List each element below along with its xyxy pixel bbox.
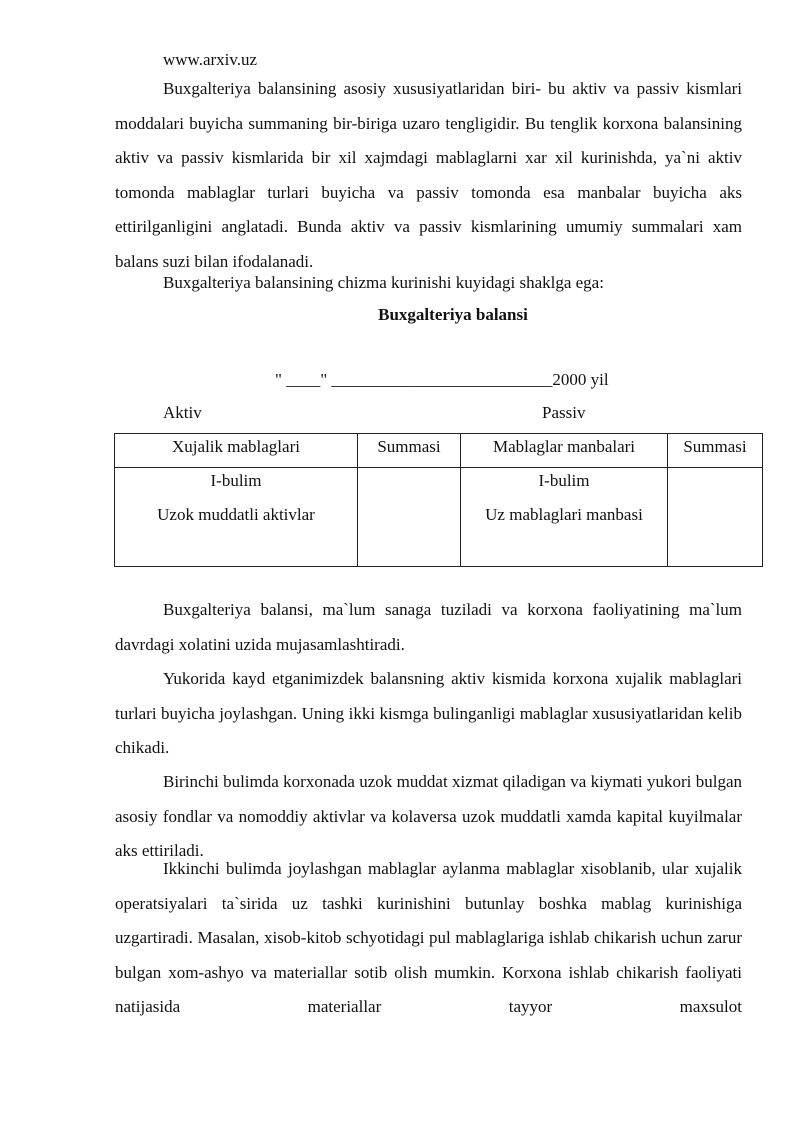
col-header-assets: Xujalik mablaglari <box>115 434 358 468</box>
scheme-intro: Buxgalteriya balansining chizma kurinishi kuyidagi shaklga ega: <box>163 273 604 292</box>
intro-paragraph: Buxgalteriya balansining asosiy xususiyatlaridan biri- bu aktiv va passiv kismlari moddalari buyicha summaning bir-biriga uzaro tengligidir. Bu tenglik korxona balansining aktiv va passiv kismlarida bir xil xajmdagi mablaglarni xar xil kurinishda, ya`ni aktiv tomonda mablaglar turlari buyicha va passiv tomonda esa manbalar buyicha aks ettirilganligini anglatadi. Bunda aktiv va passiv kismlarining umumiy summalari xam balans suzi bilan ifodalanadi. <box>115 79 742 271</box>
balance-title: Buxgalteriya balansi <box>378 305 528 324</box>
assets-amount-cell <box>358 468 461 567</box>
paragraph-second-section: Ikkinchi bulimda joylashgan mablaglar aylanma mablaglar xisoblanib, ular xujalik operatsiyalari ta`sirida uz tashki kurinishini butunlay boshka mablag kurinishiga uzgartiradi. Masalan, xisob-kitob schyotidagi pul mablaglariga ishlab chikarish uchun zarur bulgan xom-ashyo va materiallar sotib olish mumkin. Korxona ishlab chikarish faoliyati natijasida materiallar tayyor maxsulot <box>115 859 742 1017</box>
col-header-sources: Mablaglar manbalari <box>461 434 668 468</box>
balance-body-row <box>115 468 763 567</box>
passiv-label: Passiv <box>542 403 586 422</box>
paragraph-aktiv-part: Yukorida kayd etganimizdek balansning aktiv kismida korxona xujalik mablaglari turlari buyicha joylashgan. Uning ikki kismga bulinganligi mablaglar xususiyatlaridan kelib chikadi. <box>115 669 742 758</box>
sources-cell <box>461 468 668 567</box>
aktiv-label: Aktiv <box>163 403 202 422</box>
sources-section-label: I-bulim <box>538 471 590 490</box>
assets-section-title: Uzok muddatli aktivlar <box>157 505 315 524</box>
site-header: www.arxiv.uz <box>163 50 258 69</box>
assets-section-label: I-bulim <box>210 471 262 490</box>
col-header-amount-right: Summasi <box>668 434 763 468</box>
col-header-amount-left: Summasi <box>358 434 461 468</box>
balance-table <box>114 433 763 567</box>
balance-header-row <box>115 434 763 468</box>
paragraph-first-section: Birinchi bulimda korxonada uzok muddat xizmat qiladigan va kiymati yukori bulgan asosiy fondlar va nomoddiy aktivlar va kolaversa uzok muddatli xamda kapital kuyilmalar aks ettiriladi. <box>115 772 742 861</box>
assets-cell <box>115 468 358 567</box>
sources-amount-cell <box>668 468 763 567</box>
sources-section-title: Uz mablaglari manbasi <box>485 505 643 524</box>
paragraph-balance-date: Buxgalteriya balansi, ma`lum sanaga tuziladi va korxona faoliyatining ma`lum davrdagi xolatini uzida mujasamlashtiradi. <box>115 600 742 654</box>
balance-date-line: " ____" __________________________2000 yil <box>275 370 609 389</box>
